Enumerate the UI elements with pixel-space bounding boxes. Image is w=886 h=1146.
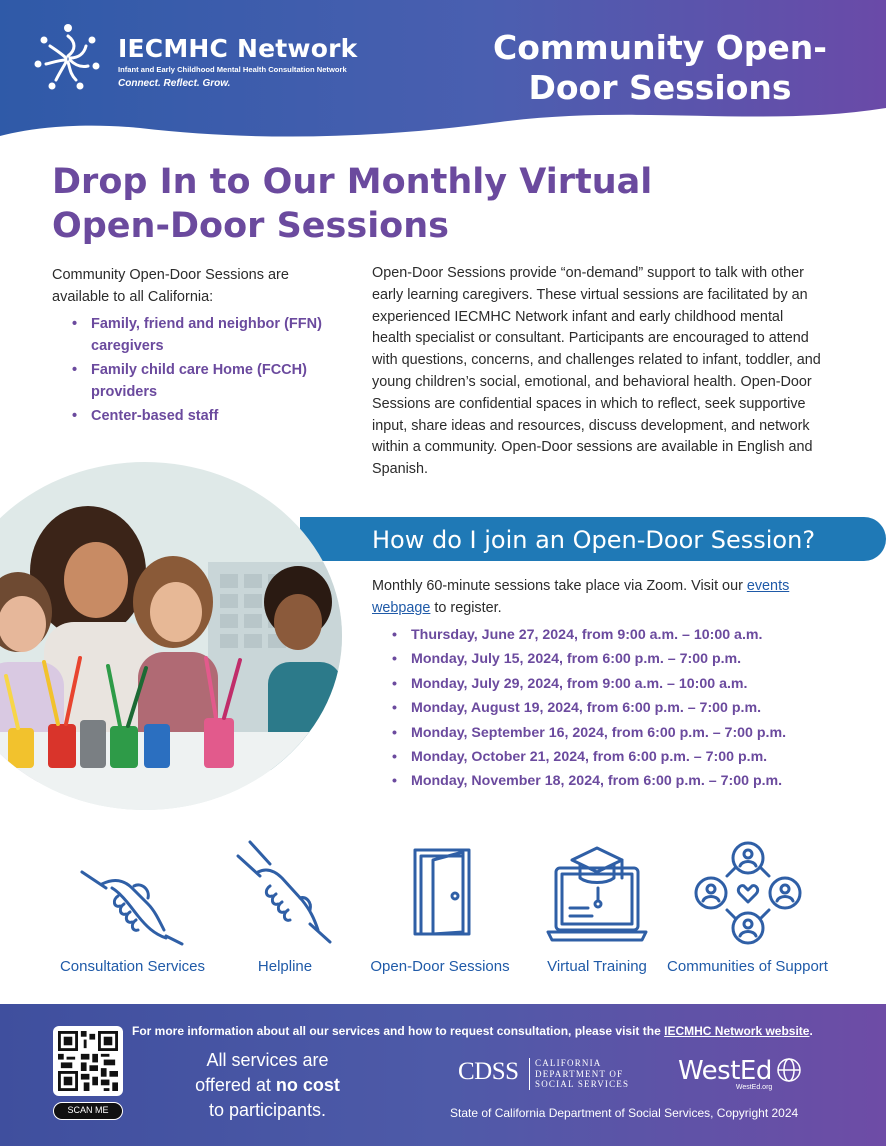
service-open-door	[360, 838, 520, 975]
events-webpage-link[interactable]: events webpage	[372, 578, 790, 616]
service-label: Open-Door Sessions	[370, 958, 510, 975]
iecmhc-logo-icon	[28, 18, 108, 98]
wested-url: WestEd.org	[735, 1084, 773, 1091]
service-communities-of-support	[660, 838, 835, 975]
service-label: Helpline	[257, 958, 313, 975]
copyright: State of California Department of Social Services, Copyright 2024	[450, 1106, 799, 1120]
intro-text: Community Open-Door Sessions are available to all California:	[52, 267, 289, 305]
join-text-after: to register.	[430, 599, 502, 616]
handshake-icon	[78, 838, 188, 948]
session-date: • Monday, October 21, 2024, from 6:00 p.m. – 7:00 p.m.	[392, 747, 786, 771]
no-cost-line-1: All services are	[206, 1050, 329, 1070]
no-cost-bold: no cost	[275, 1075, 340, 1095]
wested-name: WestEd	[678, 1056, 772, 1086]
page-title-line-2: Door Sessions	[528, 68, 792, 107]
header-banner	[0, 0, 886, 150]
service-label: Consultation Services	[59, 958, 206, 975]
audience-item: • Family, friend and neighbor (FFN) caregivers	[72, 313, 332, 357]
service-consultation	[50, 838, 215, 975]
service-helpline	[225, 838, 345, 975]
children-photo	[0, 462, 342, 810]
session-date: • Monday, November 18, 2024, from 6:00 p.m. – 7:00 p.m.	[392, 771, 786, 795]
headline-line-2: Open-Door Sessions	[52, 206, 449, 246]
scan-me-badge: SCAN ME	[53, 1102, 123, 1120]
helping-hand-icon	[230, 838, 340, 948]
laptop-graduation-icon	[542, 838, 652, 948]
audience-item: • Center-based staff	[72, 405, 332, 427]
cdss-line: SOCIAL SERVICES	[535, 1079, 630, 1089]
footer-info-prefix: For more information about all our services and how to request consultation, please visit the	[132, 1024, 665, 1038]
audience-list	[72, 313, 332, 429]
brand-tagline: Connect. Reflect. Grow.	[118, 78, 231, 89]
session-date: • Monday, August 19, 2024, from 6:00 p.m. – 7:00 p.m.	[392, 698, 786, 722]
service-label: Virtual Training	[547, 958, 647, 975]
qr-code[interactable]	[53, 1026, 123, 1096]
globe-icon	[776, 1057, 802, 1083]
wested-logo	[678, 1056, 802, 1091]
join-instructions	[372, 576, 842, 619]
cdss-line: CALIFORNIA	[535, 1058, 602, 1068]
cdss-line: DEPARTMENT OF	[535, 1068, 624, 1079]
no-cost-statement	[180, 1048, 355, 1123]
service-label: Communities of Support	[667, 958, 828, 975]
session-date: • Monday, September 16, 2024, from 6:00 p.m. – 7:00 p.m.	[392, 723, 786, 747]
children-photo-illustration	[0, 462, 342, 810]
headline-line-1: Drop In to Our Monthly Virtual	[52, 162, 653, 202]
session-date: • Thursday, June 27, 2024, from 9:00 a.m. – 10:00 a.m.	[392, 625, 786, 649]
iecmhc-website-link[interactable]: IECMHC Network website	[664, 1024, 810, 1038]
cdss-logo	[458, 1058, 629, 1090]
headline	[52, 160, 672, 248]
footer-info-end: .	[809, 1024, 813, 1038]
service-virtual-training	[532, 838, 662, 975]
footer-info-text	[132, 1024, 872, 1038]
cdss-mark: CDSS	[458, 1058, 519, 1085]
session-date: • Monday, July 29, 2024, from 9:00 a.m. – 10:00 a.m.	[392, 674, 786, 698]
audience-item: • Family child care Home (FCCH) providers	[72, 359, 332, 403]
session-dates-list	[392, 625, 786, 796]
qr-code-icon	[58, 1031, 118, 1091]
community-network-icon	[693, 838, 803, 948]
join-heading: How do I join an Open-Door Session?	[372, 526, 816, 554]
no-cost-line-3: to participants.	[208, 1100, 327, 1120]
page-title-line-1: Community Open-	[493, 28, 827, 67]
session-date: • Monday, July 15, 2024, from 6:00 p.m. – 7:00 p.m.	[392, 649, 786, 673]
brand-subtitle: Infant and Early Childhood Mental Health Consultation Network	[118, 65, 347, 74]
brand-name: IECMHC Network	[118, 34, 358, 63]
no-cost-prefix: offered at	[195, 1075, 276, 1095]
open-door-icon	[385, 838, 495, 948]
description-paragraph: Open-Door Sessions provide “on-demand” support to talk with other early learning caregivers. These virtual sessions are facilitated by an experienced IECMHC Network infant and early childhood mental health specialist or consultant. Participants are encouraged to attend with questions, concerns, and challenges related to infant, toddler, and young children’s social, emotional, and behavioral health. Open-Door Sessions are confidential spaces in which to reflect, seek supportive input, share ideas and resources, discuss development, and network within a community. Open-Door sessions are available in English and Spanish.	[372, 265, 821, 478]
page-title	[490, 28, 830, 108]
services-row	[40, 838, 860, 978]
cdss-text	[529, 1058, 629, 1090]
no-cost-line-2	[180, 1073, 355, 1098]
join-text-before: Monthly 60-minute sessions take place via Zoom. Visit our	[372, 578, 747, 594]
